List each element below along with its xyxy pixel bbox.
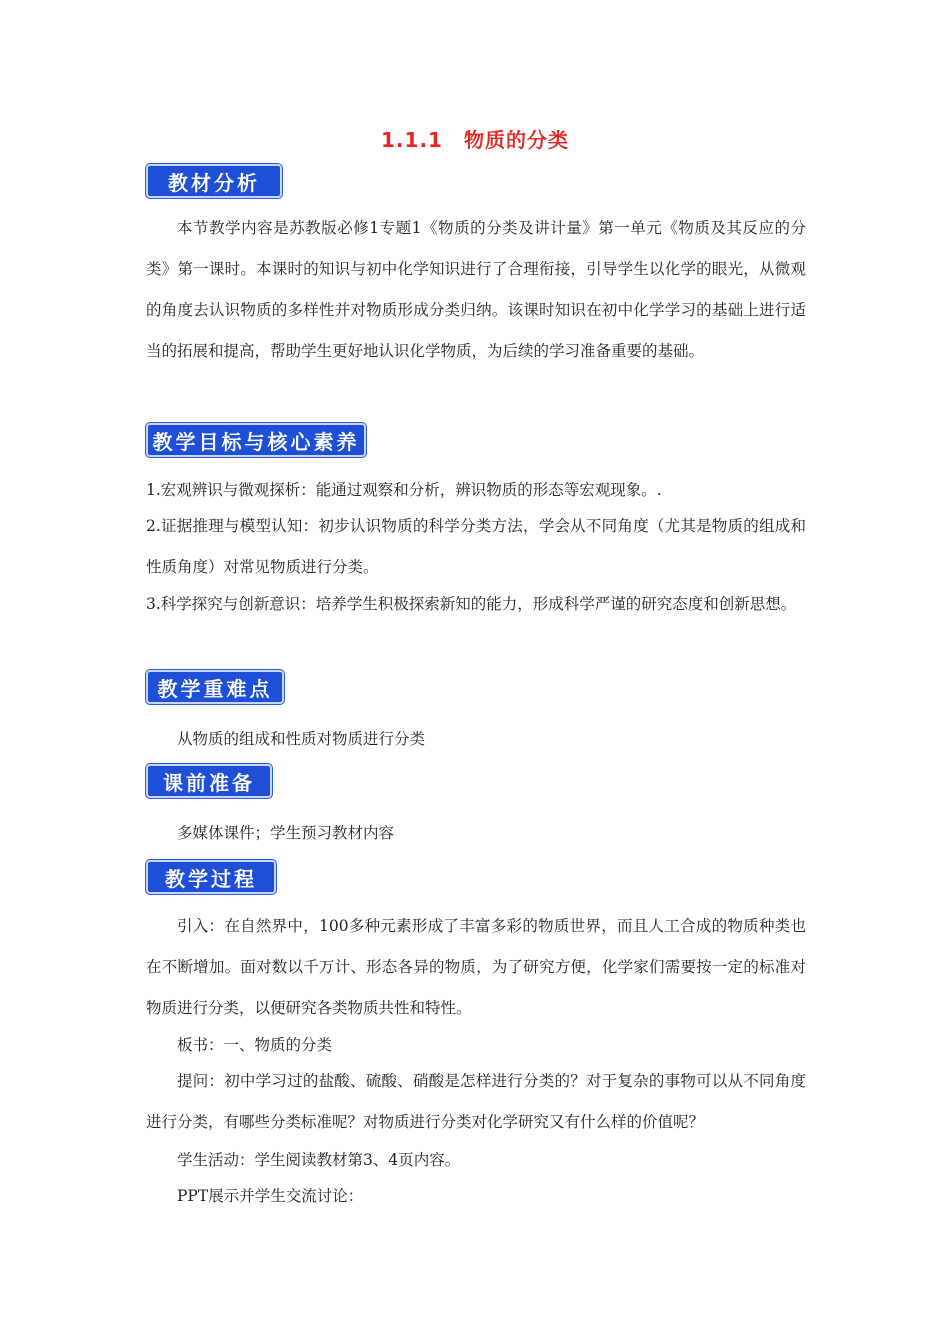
goal-item-3: 3.科学探究与创新意识：培养学生积极探索新知的能力，形成科学严谨的研究态度和创新思想。 xyxy=(146,595,797,613)
process-board: 板书：一、物质的分类 xyxy=(177,1036,333,1054)
section-heading-keypoints: 教学重难点 xyxy=(146,670,284,704)
process-question: 提问：初中学习过的盐酸、硫酸、硝酸是怎样进行分类的？对于复杂的事物可以从不同角度进行分类，有哪些分类标准呢？对物质进行分类对化学研究又有什么样的价值呢？ xyxy=(146,1072,806,1131)
section-heading-preparation: 课前准备 xyxy=(146,764,272,798)
goal-item-1: 1.宏观辨识与微观探析：能通过观察和分析，辨识物质的形态等宏观现象。. xyxy=(146,481,662,499)
page-title: 1.1.1 物质的分类 xyxy=(381,128,569,152)
preparation-text: 多媒体课件；学生预习教材内容 xyxy=(177,824,395,842)
process-ppt: PPT展示并学生交流讨论： xyxy=(177,1187,364,1205)
goal-item-2: 2.证据推理与模型认知：初步认识物质的科学分类方法，学会从不同角度（尤其是物质的组成和性质角度）对常见物质进行分类。 xyxy=(146,517,806,576)
section-heading-analysis: 教材分析 xyxy=(146,164,282,198)
keypoints-text: 从物质的组成和性质对物质进行分类 xyxy=(177,730,426,748)
process-activity: 学生活动：学生阅读教材第3、4页内容。 xyxy=(177,1151,461,1169)
analysis-paragraph: 本节教学内容是苏教版必修1专题1《物质的分类及讲计量》第一单元《物质及其反应的分类》第一课时。本课时的知识与初中化学知识进行了合理衔接，引导学生以化学的眼光，从微观的角度去认识物质的多样性并对物质形成分类归纳。该课时知识在初中化学学习的基础上进行适当的拓展和提高，帮助学生更好地认识化学物质，为后续的学习准备重要的基础。 xyxy=(146,219,806,360)
section-heading-goals: 教学目标与核心素养 xyxy=(146,423,366,457)
process-intro: 引入：在自然界中，100多种元素形成了丰富多彩的物质世界，而且人工合成的物质种类也在不断增加。面对数以千万计、形态各异的物质，为了研究方便，化学家们需要按一定的标准对物质进行分类，以便研究各类物质共性和特性。 xyxy=(146,917,806,1017)
section-heading-process: 教学过程 xyxy=(146,860,276,894)
